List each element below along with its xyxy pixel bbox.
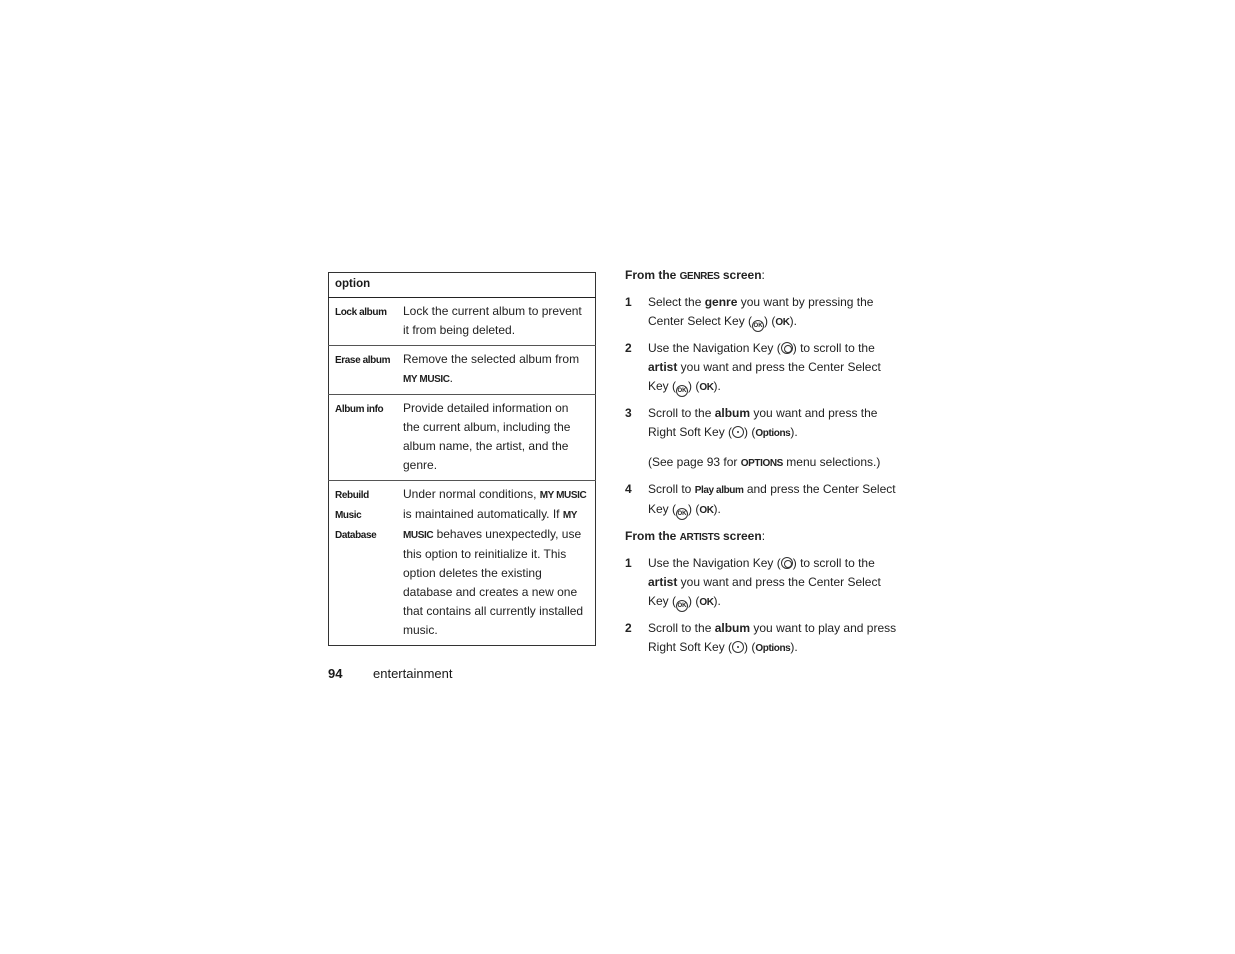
instructions-column (625, 266, 900, 665)
table-row (329, 346, 596, 395)
term-my-music: MY MUSIC (403, 374, 450, 385)
options-note: (See page 93 for OPTIONS menu selections.) (648, 455, 881, 469)
section-name: entertainment (373, 666, 453, 681)
option-description: Provide detailed information on the current album, including the album name, the artist, and the genre. (397, 395, 596, 481)
option-name: Album info (329, 395, 398, 481)
option-description: Remove the selected album from MY MUSIC. (397, 346, 596, 395)
ok-key-icon: OK (676, 600, 688, 612)
artists-section-heading: From the ARTISTS screen: (625, 529, 766, 543)
table-header: option (329, 273, 596, 298)
navigation-key-icon (781, 557, 793, 569)
option-description: Under normal conditions, MY MUSIC is maintained automatically. If MY MUSIC behaves unexpectedly, use this option to reinitialize it. This option deletes the existing database and creates a new one that contains all currently installed music. (397, 481, 596, 646)
option-name: Erase album (329, 346, 398, 395)
genres-section-heading: From the GENRES screen: (625, 268, 765, 282)
soft-key-icon (732, 426, 744, 438)
genres-step-3: 3 Scroll to the album you want and press the Right Soft Key ( ) (Options). (625, 406, 878, 439)
ok-key-icon: OK (676, 508, 688, 520)
ok-key-icon: OK (676, 385, 688, 397)
option-description: Lock the current album to prevent it from being deleted. (397, 298, 596, 346)
genres-step-4: 4 Scroll to Play album and press the Center Select Key ( OK ) (OK). (625, 480, 900, 520)
page-number: 94 (328, 666, 343, 681)
term-my-music: MY MUSIC (403, 510, 577, 541)
genres-step-1: 1 Select the genre you want by pressing the Center Select Key ( OK ) (OK). (625, 293, 900, 332)
table-row (329, 298, 596, 346)
term-my-music: MY MUSIC (539, 490, 587, 501)
soft-key-icon (732, 641, 744, 653)
genres-step-2: 2 Use the Navigation Key ( ) to scroll to the artist you want and press the Center Select Key ( OK ) (OK). (625, 339, 900, 397)
navigation-key-icon (781, 342, 793, 354)
ok-key-icon: OK (752, 320, 764, 332)
options-table (328, 272, 596, 646)
option-name: Rebuild Music Database (329, 481, 398, 646)
artists-step-2: 2 Scroll to the album you want to play and press Right Soft Key ( ) (Options). (625, 621, 897, 654)
artists-step-1: 1 Use the Navigation Key ( ) to scroll to the artist you want and press the Center Select Key ( OK ) (OK). (625, 554, 900, 612)
option-name: Lock album (329, 298, 398, 346)
table-row (329, 481, 596, 646)
table-header-row (329, 273, 596, 298)
table-row (329, 395, 596, 481)
